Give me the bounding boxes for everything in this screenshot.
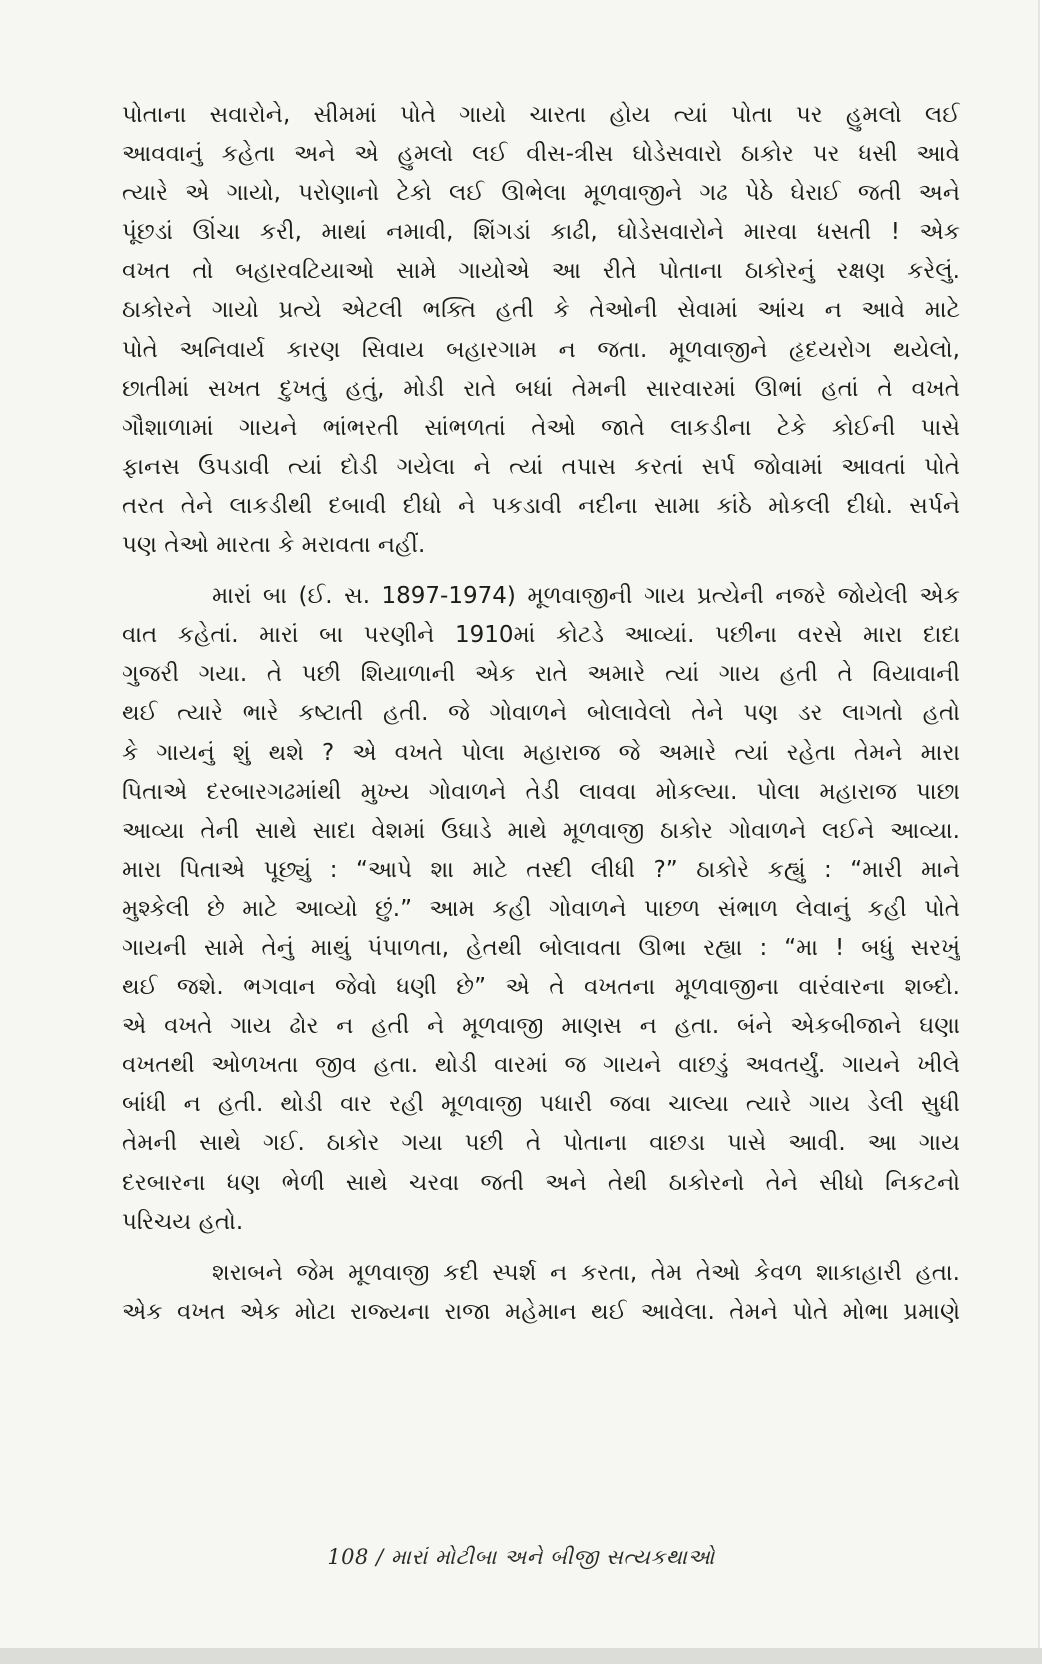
paragraph: [122, 1254, 960, 1332]
page-body: [122, 96, 960, 1332]
text-line: બાંધી ન હતી. થોડી વાર રહી મૂળવાજી પધારી જવા ચાલ્યા ત્યારે ગાય ડેલી સુધી: [122, 1091, 960, 1118]
text-line: પિતાએ દરબારગઢમાંથી મુખ્ય ગોવાળને તેડી લાવવા મોકલ્યા. પોલા મહારાજ પાછા: [122, 778, 960, 805]
text-line: થઈ જશે. ભગવાન જેવો ધણી છે” એ તે વખતના મૂળવાજીના વારંવારના શબ્દો.: [122, 974, 960, 1001]
text-line: મારા પિતાએ પૂછ્યું : “આપે શા માટે તસ્દી લીધી ?” ઠાકોરે કહ્યું : “મારી માને: [122, 856, 960, 883]
text-line: કે ગાયનું શું થશે ? એ વખતે પોલા મહારાજ જે અમારે ત્યાં રહેતા તેમને મારા: [122, 739, 960, 766]
text-line: એક વખત એક મોટા રાજ્યના રાજા મહેમાન થઈ આવેલા. તેમને પોતે મોભા પ્રમાણે: [122, 1298, 960, 1325]
text-line: મુશ્કેલી છે માટે આવ્યો છું.” આમ કહી ગોવાળને પાછળ સંભાળ લેવાનું કહી પોતે: [122, 895, 960, 922]
text-line: એ વખતે ગાય ઢોર ન હતી ને મૂળવાજી માણસ ન હતા. બંને એકબીજાને ઘણા: [122, 1013, 960, 1040]
text-line: ત્યારે એ ગાયો, પરોણાનો ટેકો લઈ ઊભેલા મૂળવાજીને ગઢ પેઠે ઘેરાઈ જતી અને: [122, 180, 960, 207]
text-line: ગાયની સામે તેનું માથું પંપાળતા, હેતથી બોલાવતા ઊભા રહ્યા : “મા ! બધું સરખું: [122, 934, 960, 961]
text-line: વખત તો બહારવટિયાઓ સામે ગાયોએ આ રીતે પોતાના ઠાકોરનું રક્ષણ કરેલું.: [122, 258, 960, 285]
paragraph: [122, 577, 960, 1242]
text-line: તરત તેને લાકડીથી દબાવી દીધો ને પકડાવી નદીના સામા કાંઠે મોકલી દીધો. સર્પને: [122, 492, 960, 519]
text-line: થઈ ત્યારે ભારે કષ્ટાતી હતી. જે ગોવાળને બોલાવેલો તેને પણ ડર લાગતો હતો: [122, 700, 960, 727]
text-line: વાત કહેતાં. મારાં બા પરણીને 1910માં કોટડે આવ્યાં. પછીના વરસે મારા દાદા: [122, 622, 960, 649]
text-line: ઠાકોરને ગાયો પ્રત્યે એટલી ભક્તિ હતી કે તેઓની સેવામાં આંચ ન આવે માટે: [122, 297, 960, 324]
text-line: તેમની સાથે ગઈ. ઠાકોર ગયા પછી તે પોતાના વાછડા પાસે આવી. આ ગાય: [122, 1130, 960, 1157]
text-line: ફાનસ ઉપડાવી ત્યાં દોડી ગયેલા ને ત્યાં તપાસ કરતાં સર્પ જોવામાં આવતાં પોતે: [122, 453, 960, 480]
text-line: પોતે અનિવાર્ય કારણ સિવાય બહારગામ ન જતા. મૂળવાજીને હૃદયરોગ થયેલો,: [122, 336, 960, 363]
paragraph-gap: [122, 565, 960, 577]
paragraph-gap: [122, 1242, 960, 1254]
text-line: શરાબને જેમ મૂળવાજી કદી સ્પર્શ ન કરતા, તેમ તેઓ કેવળ શાકાહારી હતા.: [212, 1259, 960, 1286]
paragraph: [122, 96, 960, 565]
text-line: પૂંછડાં ઊંચા કરી, માથાં નમાવી, શિંગડાં કાઢી, ઘોડેસવારોને મારવા ધસતી ! એક: [122, 219, 960, 246]
text-line: વખતથી ઓળખતા જીવ હતા. થોડી વારમાં જ ગાયને વાછડું અવતર્યું. ગાયને ખીલે: [122, 1052, 960, 1079]
text-line: છાતીમાં સખત દુખતું હતું, મોડી રાતે બધાં તેમની સારવારમાં ઊભાં હતાં તે વખતે: [122, 375, 960, 402]
text-line: ગુજરી ગયા. તે પછી શિયાળાની એક રાતે અમારે ત્યાં ગાય હતી તે વિયાવાની: [122, 661, 960, 688]
text-line: ગૌશાળામાં ગાયને ભાંભરતી સાંભળતાં તેઓ જાતે લાકડીના ટેકે કોઈની પાસે: [122, 414, 960, 441]
text-line: દરબારના ધણ ભેળી સાથે ચરવા જતી અને તેથી ઠાકોરનો તેને સીધો નિકટનો: [122, 1169, 960, 1196]
text-line: પણ તેઓ મારતા કે મરાવતા નહીં.: [122, 532, 426, 559]
text-line: આવવાનું કહેતા અને એ હુમલો લઈ વીસ-ત્રીસ ઘોડેસવારો ઠાકોર પર ધસી આવે: [122, 141, 960, 168]
text-line: મારાં બા (ઈ. સ. 1897-1974) મૂળવાજીની ગાય પ્રત્યેની નજરે જોયેલી એક: [212, 583, 960, 610]
page-edge: [0, 1648, 1042, 1664]
page-footer: 108 / મારાં મોટીબા અને બીજી સત્યકથાઓ: [327, 1545, 715, 1569]
text-line: પોતાના સવારોને, સીમમાં પોતે ગાયો ચારતા હોય ત્યાં પોતા પર હુમલો લઈ: [122, 102, 960, 128]
text-line: આવ્યા તેની સાથે સાદા વેશમાં ઉઘાડે માથે મૂળવાજી ઠાકોર ગોવાળને લઈને આવ્યા.: [122, 817, 960, 844]
text-line: પરિચય હતો.: [122, 1208, 244, 1235]
